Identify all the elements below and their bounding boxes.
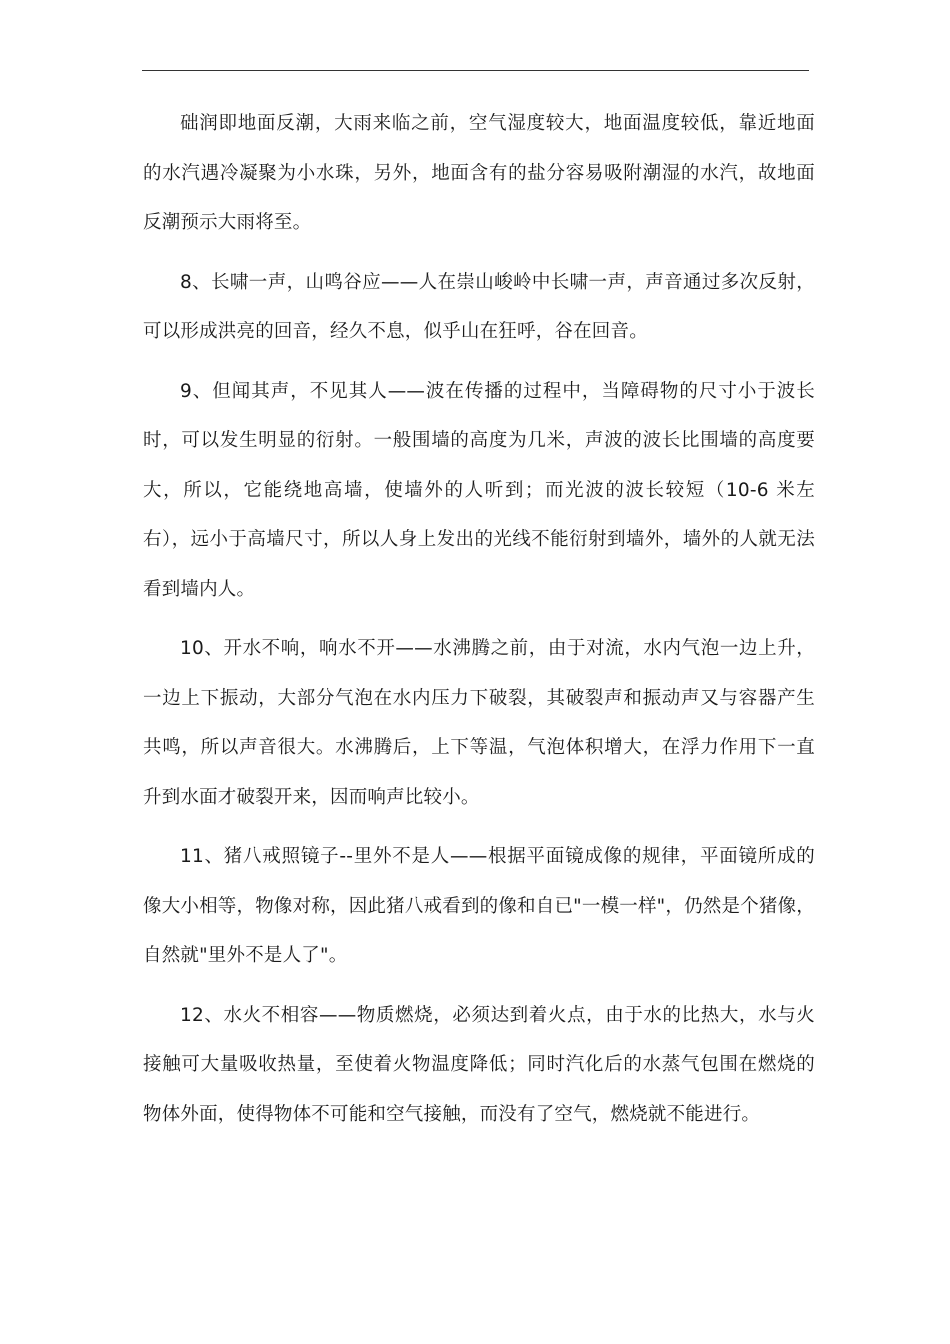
paragraph-8-echo: 8、长啸一声，山鸣谷应——人在崇山峻岭中长啸一声，声音通过多次反射，可以形成洪亮的回音，经久不息，似乎山在狂呼，谷在回音。: [143, 271, 815, 342]
header-rule: [142, 70, 809, 71]
paragraph-9-diffraction: 9、但闻其声，不见其人——波在传播的过程中，当障碍物的尺寸小于波长时，可以发生明显的衍射。一般围墙的高度为几米，声波的波长比围墙的高度要大，所以，它能绕地高墙，使墙外的人听到；而光波的波长较短（10-6 米左右），远小于高墙尺寸，所以人身上发出的光线不能衍射到墙外，墙外的人就无法看到墙内人。: [143, 380, 815, 600]
paragraph-12-water-fire: 12、水火不相容——物质燃烧，必须达到着火点，由于水的比热大，水与火接触可大量吸收热量，至使着火物温度降低；同时汽化后的水蒸气包围在燃烧的物体外面，使得物体不可能和空气接触，而没有了空气，燃烧就不能进行。: [143, 1004, 815, 1125]
paragraph-11-mirror: 11、猪八戒照镜子--里外不是人——根据平面镜成像的规律，平面镜所成的像大小相等，物像对称，因此猪八戒看到的像和自已"一模一样"，仍然是个猪像，自然就"里外不是人了"。: [143, 846, 815, 966]
paragraph-dampness: 础润即地面反潮，大雨来临之前，空气湿度较大，地面温度较低，靠近地面的水汽遇冷凝聚为小水珠，另外，地面含有的盐分容易吸附潮湿的水汽，故地面反潮预示大雨将至。: [143, 113, 815, 233]
paragraph-10-boiling: 10、开水不响，响水不开——水沸腾之前，由于对流，水内气泡一边上升，一边上下振动，大部分气泡在水内压力下破裂，其破裂声和振动声又与容器产生共鸣，所以声音很大。水沸腾后，上下等温，气泡体积增大，在浮力作用下一直升到水面才破裂开来，因而响声比较小。: [143, 638, 815, 808]
document-body: [143, 99, 815, 1149]
